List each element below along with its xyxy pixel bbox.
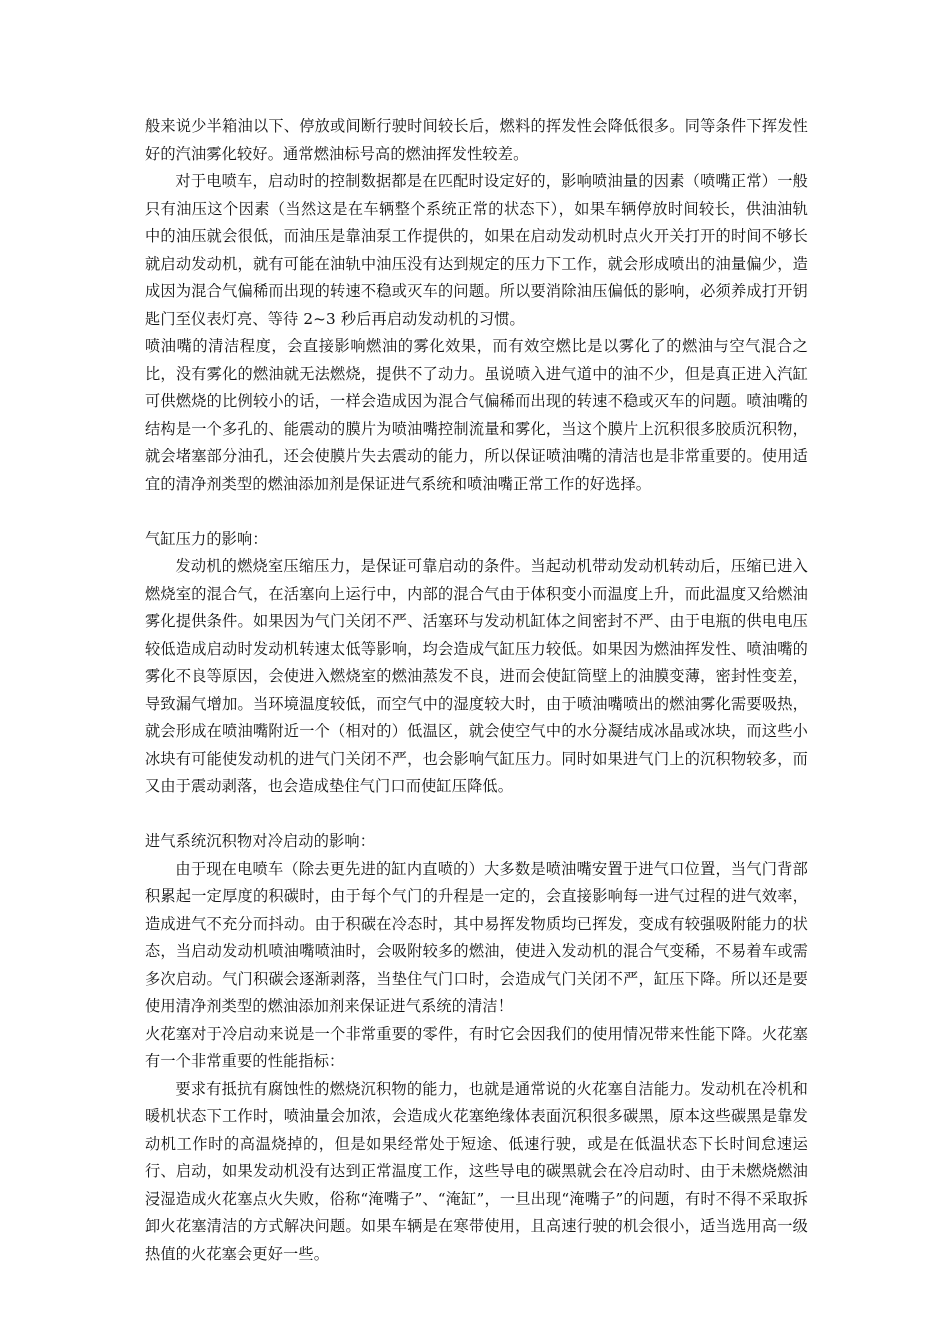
document-body xyxy=(145,113,808,1268)
paragraph-fuel-pressure: 对于电喷车，启动时的控制数据都是在匹配时设定好的，影响喷油量的因素（喷嘴正常）一般只有油压这个因素（当然这是在车辆整个系统正常的状态下），如果车辆停放时间较长，供油油轨中的油压就会很低，而油压是靠油泵工作提供的，如果在启动发动机时点火开关打开的时间不够长就启动发动机，就有可能在油轨中油压没有达到规定的压力下工作，就会形成喷出的油量偏少，造成因为混合气偏稀而出现的转速不稳或灭车的问题。所以要消除油压偏低的影响，必须养成打开钥匙门至仪表灯亮、等待 2~3 秒后再启动发动机的习惯。 xyxy=(145,172,808,328)
section-heading-cylinder-pressure: 气缸压力的影响： xyxy=(145,529,268,548)
paragraph-spark-plug-intro: 火花塞对于冷启动来说是一个非常重要的零件，有时它会因我们的使用情况带来性能下降。火花塞有一个非常重要的性能指标： xyxy=(145,1024,808,1070)
spacer xyxy=(145,801,808,829)
paragraph-cylinder-pressure: 发动机的燃烧室压缩压力，是保证可靠启动的条件。当起动机带动发动机转动后，压缩已进入燃烧室的混合气，在活塞向上运行中，内部的混合气由于体积变小而温度上升，而此温度又给燃油雾化提供条件。如果因为气门关闭不严、活塞环与发动机缸体之间密封不严、由于电瓶的供电电压较低造成启动时发动机转速太低等影响，均会造成气缸压力较低。如果因为燃油挥发性、喷油嘴的雾化不良等原因，会使进入燃烧室的燃油蒸发不良，进而会使缸筒壁上的油膜变薄，密封性变差，导致漏气增加。当环境温度较低，而空气中的湿度较大时，由于喷油嘴喷出的燃油雾化需要吸热，就会形成在喷油嘴附近一个（相对的）低温区，就会使空气中的水分凝结成冰晶或冰块，而这些小冰块有可能使发动机的进气门关闭不严，也会影响气缸压力。同时如果进气门上的沉积物较多，而又由于震动剥落，也会造成垫住气门口而使缸压降低。 xyxy=(145,557,808,795)
spacer xyxy=(145,498,808,526)
section-heading-intake-deposits: 进气系统沉积物对冷启动的影响： xyxy=(145,832,376,850)
paragraph-intake-deposits: 由于现在电喷车（除去更先进的缸内直喷的）大多数是喷油嘴安置于进气口位置，当气门背部积累起一定厚度的积碳时，由于每个气门的升程是一定的，会直接影响每一进气过程的进气效率，造成进气不充分而抖动。由于积碳在冷态时，其中易挥发物质均已挥发，变成有较强吸附能力的状态，当启动发动机喷油嘴喷油时，会吸附较多的燃油，使进入发动机的混合气变稀，不易着车或需多次启动。气门积碳会逐渐剥落，当垫住气门口时，会造成气门关闭不严，缸压下降。所以还是要使用清净剂类型的燃油添加剂来保证进气系统的清洁！ xyxy=(145,859,808,1015)
paragraph-volatility: 般来说少半箱油以下、停放或间断行驶时间较长后，燃料的挥发性会降低很多。同等条件下挥发性好的汽油雾化较好。通常燃油标号高的燃油挥发性较差。 xyxy=(145,117,808,163)
paragraph-injector-cleanliness: 喷油嘴的清洁程度，会直接影响燃油的雾化效果，而有效空燃比是以雾化了的燃油与空气混合之比，没有雾化的燃油就无法燃烧，提供不了动力。虽说喷入进气道中的油不少，但是真正进入汽缸可供燃烧的比例较小的话，一样会造成因为混合气偏稀而出现的转速不稳或灭车的问题。喷油嘴的结构是一个多孔的、能震动的膜片为喷油嘴控制流量和雾化，当这个膜片上沉积很多胶质沉积物，就会堵塞部分油孔，还会使膜片失去震动的能力，所以保证喷油嘴的清洁也是非常重要的。使用适宜的清净剂类型的燃油添加剂是保证进气系统和喷油嘴正常工作的好选择。 xyxy=(145,337,808,493)
paragraph-spark-plug-self-cleaning: 要求有抵抗有腐蚀性的燃烧沉积物的能力，也就是通常说的火花塞自洁能力。发动机在冷机和暖机状态下工作时，喷油量会加浓，会造成火花塞绝缘体表面沉积很多碳黑，原本这些碳黑是靠发动机工作时的高温烧掉的，但是如果经常处于短途、低速行驶，或是在低温状态下长时间怠速运行、启动，如果发动机没有达到正常温度工作，这些导电的碳黑就会在冷启动时、由于未燃烧燃油浸湿造成火花塞点火失败，俗称“淹嘴子”、“淹缸”，一旦出现“淹嘴子”的问题，有时不得不采取拆卸火花塞清洁的方式解决问题。如果车辆是在寒带使用，且高速行驶的机会很小，适当选用高一级热值的火花塞会更好一些。 xyxy=(145,1079,808,1263)
